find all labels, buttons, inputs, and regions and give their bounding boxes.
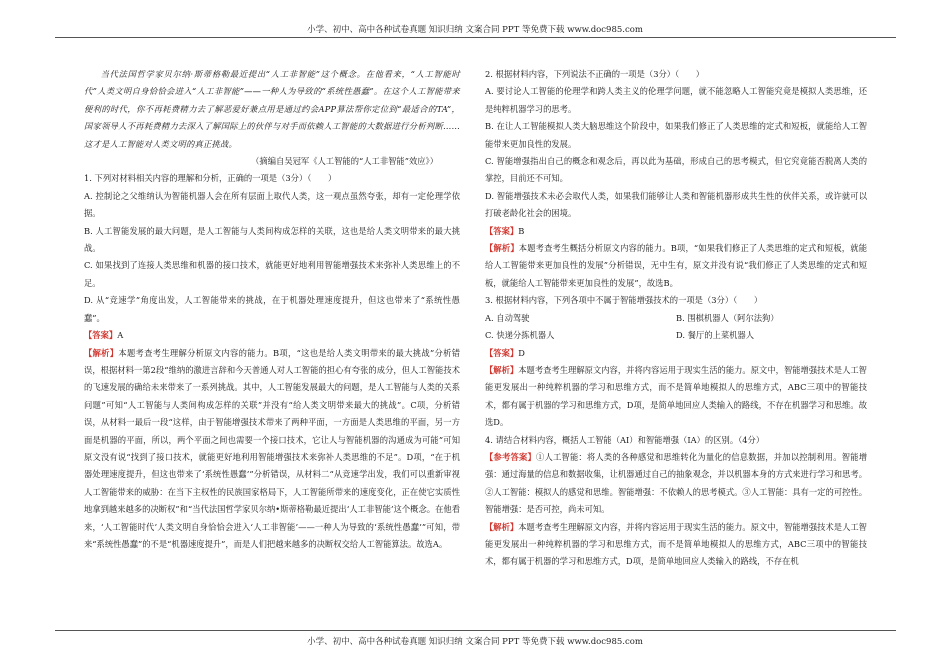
question-2-option-c: C. 智能增强指出自己的概念和观念后，再以此为基础，形成自己的思考模式，但它究竟能否脱离人类的掌控，目前还不可知。 [485,156,867,184]
question-1-analysis [84,345,460,554]
reference-answer-text: ①人工智能：将人类的各种感觉和思维转化为量化的信息数据，并加以控制利用。智能增强：通过海量的信息和数据收集，让机器通过自己的抽象观念，并以机器本身的方式来进行学习和思考。②人工智能：模拟人的感觉和思维。智能增强：不依赖人的思考模式。③人工智能：具有一定的可控性。智能增强：是否可控，尚未可知。 [485,451,867,515]
question-1-option-b: B. 人工智能发展的最大问题，是人工智能与人类间构成怎样的关联，这也是给人类文明带来的最大挑战。 [84,225,460,254]
answer-value: B [518,225,525,236]
question-3-option-d: D. 餐厅的上菜机器人 [676,330,755,341]
question-2-option-a: A. 要讨论人工智能的伦理学和跨人类主义的伦理学问题，就不能忽略人工智能究竟是模拟人类思维，还是纯粹机器学习的思考。 [485,86,867,114]
analysis-text: 本题考查考生理解分析原文内容的能力。B项，“这也是给人类文明带来的最大挑战”分析错误，根据材料一第2段“维纳的激进言辞和今天普通人对人工智能的担心有夸张的成分，但人工智能技术的飞速发展的确给未来带来了一系列挑战。其中，人工智能发展最大的问题，是人工智能与人类的关系问题”可知“人工智能与人类间构成怎样的关联”并没有“给人类文明带来最大的挑战”。C项，分析错误，从材料一最后一段“这样，由于智能增强技术带来了两种平面，一方面是人类思维的平面，另一方面是机器的平面，所以，两个平面之间也需要一个接口技术，它让人与智能机器的沟通成为可能”可知原文没有说“找到了接口技术，就能更好地利用智能增强技术来弥补人类思维的不足”。D项，“在于机器处理速度提升，但这也带来了‘系统性愚蠢’”分析错误，从材料二“从竞速学出发，我们可以重新审视人工智能带来的威胁：在当下主权性的民族国家格局下，人工智能所带来的速度变化，正在使它实质性地拿到越来越多的决断权”和“当代法国哲学家贝尔纳•斯蒂格勒最近提出‘人工非智能’这个概念。在他看来，‘人工智能时代’人类文明自身恰恰会进入‘人工非智能’——一种人为导致的‘系统性愚蠢’”可知，带来“系统性愚蠢”的不是“机器速度提升”，而是人们把越来越多的决断权交给人工智能算法。故选A。 [84,347,460,549]
passage-source: （摘编自吴冠军《人工智能的“人工非智能”效应》） [251,156,438,167]
question-2-answer [485,223,867,240]
question-3-option-b: B. 围棋机器人（阿尔法狗） [676,312,779,323]
answer-value: D [518,347,525,358]
question-3-option-c: C. 快递分拣机器人 [485,330,555,341]
right-column [485,66,867,571]
page-header: 小学、初中、高中各种试卷真题 知识归纳 文案合同 PPT 等免费下载 www.doc985.com [307,25,643,35]
question-1-answer [84,327,460,344]
question-2-stem: 2. 根据材料内容，下列说法不正确的一项是（3分）（ ） [485,69,705,79]
footer-divider [55,630,896,631]
analysis-label: 【解析】 [84,347,119,358]
answer-label: 【答案】 [485,347,519,358]
question-3-options-row-1 [485,310,867,327]
question-3-option-a: A. 自动驾驶 [485,312,530,323]
passage-paragraph: 当代法国哲学家贝尔纳·斯蒂格勒最近提出“人工非智能”这个概念。在他看来，“人工智能时代”人类文明自身恰恰会进入“人工非智能”——一种人为导致的“系统性愚蠢”。在这个人工智能带来便利的时代，你不再耗费精力去了解恶爱好兼点用是通过约会APP算法帮你定位到“最适合的TA”，国家领导人不再耗费精力去深入了解国际上的伙伴与对手而依赖人工智能的大数据进行分析判断……这才是人工智能对人类文明的真正挑战。 [84,69,460,149]
question-4-reference-answer [485,449,867,519]
question-2-option-d: D. 智能增强技术未必会取代人类，如果我们能够让人类和智能机器形成共生性的伙伴关系，或许就可以打破老龄化社会的困境。 [485,190,867,219]
analysis-text: 本题考查考生概括分析原文内容的能力。B项，“如果我们修正了人类思维的定式和短板，就能给人工智能带来更加良性的发展”分析错误，无中生有，原文并没有说“我们修正了人类思维的定式和短板，就能给人工智能带来更加良性的发展”，故选B。 [485,243,867,288]
question-2-option-b: B. 在让人工智能模拟人类大脑思维这个阶段中，如果我们修正了人类思维的定式和短板，就能给人工智能带来更加良性的发展。 [485,121,867,149]
analysis-label: 【解析】 [485,364,519,375]
page-footer: 小学、初中、高中各种试卷真题 知识归纳 文案合同 PPT 等免费下载 www.doc985.com [307,637,643,647]
answer-label: 【答案】 [84,330,118,341]
answer-value: A [117,330,124,341]
question-1-option-a: A. 控制论之父维纳认为智能机器人会在所有层面上取代人类，这一观点虽然夸张，却有一定伦理学依据。 [84,190,460,219]
left-column [84,66,460,553]
question-2-analysis [485,240,867,292]
answer-label: 【答案】 [485,225,519,236]
header-divider [55,37,896,38]
analysis-text: 本题考查考生理解原文内容，并将内容运用于现实生活的能力。原文中，智能增强技术是人工智能更发展出一种纯粹机器的学习和思维方式，而不是简单地模拟人的思维方式，ABC三项中的智能技术，都有属于机器的学习和思维方式，D项，是简单地回应人类输入的路线，不存在机 [485,521,867,567]
reference-answer-label: 【参考答案】 [485,451,536,462]
question-3-stem: 3. 根据材料内容，下列各项中不属于智能增强技术的一项是（3分）（ ） [485,295,763,306]
question-1-option-d: D. 从“竞速学”角度出发，人工智能带来的挑战，在于机器处理速度提升，但这也带来了“系统性愚蠢”。 [84,295,460,323]
question-1-stem: 1. 下列对材料相关内容的理解和分析，正确的一项是（3分）（ ） [84,173,337,184]
question-3-options-row-2 [485,327,867,344]
question-4-stem: 4. 请结合材料内容，概括人工智能（AI）和智能增强（IA）的区别。（4分） [485,434,765,445]
analysis-label: 【解析】 [485,521,519,532]
question-1-option-c: C. 如果找到了连接人类思维和机器的接口技术，就能更好地利用智能增强技术来弥补人类思维上的不足。 [84,260,460,288]
analysis-label: 【解析】 [485,243,519,254]
question-3-analysis [485,362,867,432]
question-4-analysis [485,519,867,571]
analysis-text: 本题考查考生理解原文内容，并将内容运用于现实生活的能力。原文中，智能增强技术是人工智能更发展出一种纯粹机器的学习和思维方式，而不是简单地模拟人的思维方式，ABC三项中的智能技术，都有属于机器的学习和思维方式，D项，是简单地回应人类输入的路线，不存在机器学习和思维。故选D。 [485,364,867,428]
question-3-answer [485,345,867,362]
